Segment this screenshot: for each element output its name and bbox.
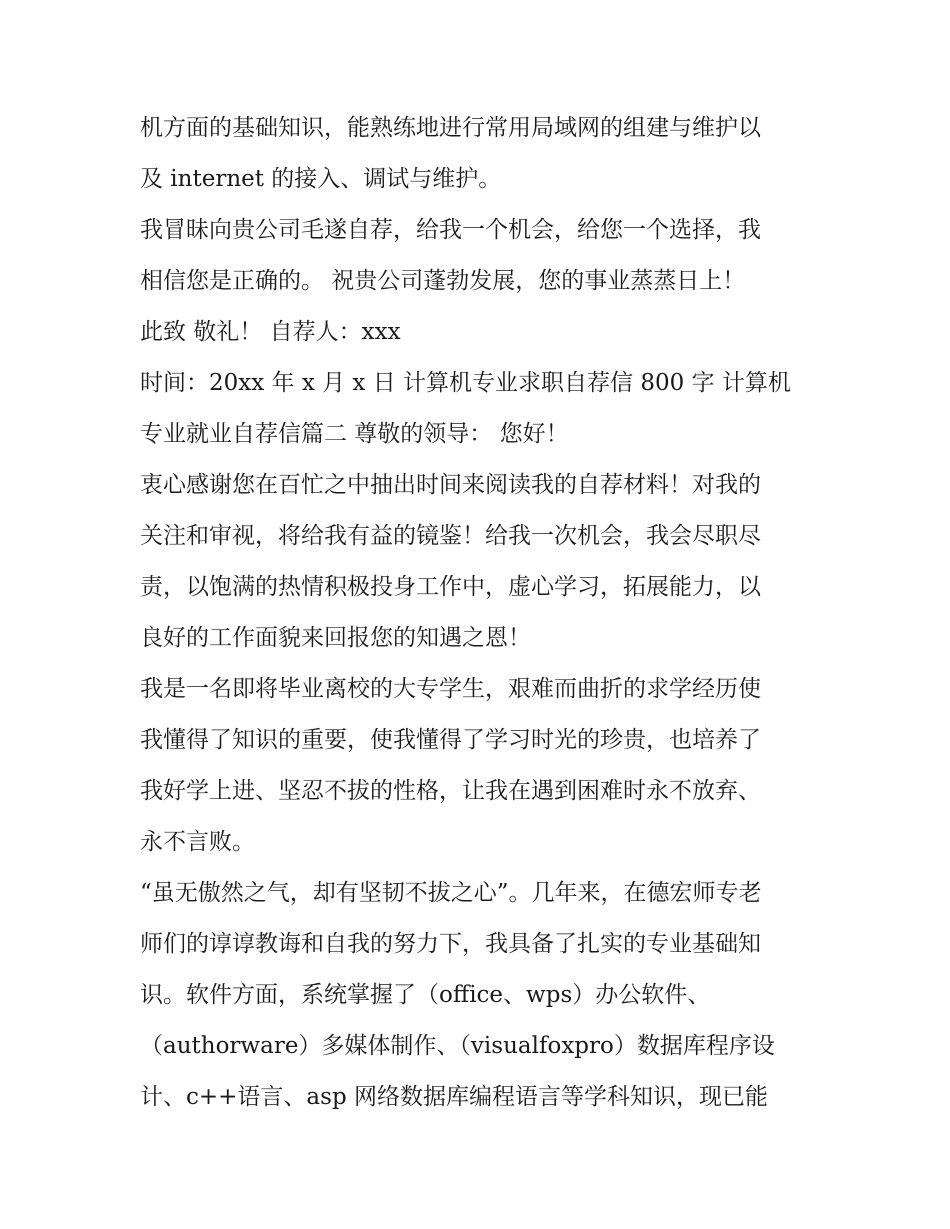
text-line: 我懂得了知识的重要，使我懂得了学习时光的珍贵，也培养了 (140, 727, 761, 753)
text-line: 我是一名即将毕业离校的大专学生，艰难而曲折的求学经历使 (140, 676, 761, 702)
text-line: 专业就业自荐信篇二 尊敬的领导： 您好！ (140, 421, 569, 447)
text-line: 时间：20xx 年 x 月 x 日 计算机专业求职自荐信 800 字 计算机 (140, 370, 791, 396)
text-line: 我冒昧向贵公司毛遂自荐，给我一个机会，给您一个选择，我 (140, 217, 761, 243)
text-line: 永不言败。 (140, 829, 255, 855)
text-line: 良好的工作面貌来回报您的知遇之恩！ (140, 625, 531, 651)
text-line: “虽无傲然之气，却有坚韧不拔之心”。几年来，在德宏师专老 (140, 880, 762, 906)
text-line: 责，以饱满的热情积极投身工作中，虚心学习，拓展能力，以 (140, 574, 761, 600)
text-line: 此致 敬礼！ 自荐人：xxx (140, 319, 401, 345)
text-line: 衷心感谢您在百忙之中抽出时间来阅读我的自荐材料！对我的 (140, 472, 761, 498)
document-body (140, 103, 830, 1123)
text-line: 相信您是正确的。 祝贵公司蓬勃发展，您的事业蒸蒸日上！ (140, 268, 746, 294)
text-line: 识。软件方面，系统掌握了（office、wps）办公软件、 (140, 982, 711, 1008)
text-line: 关注和审视，将给我有益的镜鉴！给我一次机会，我会尽职尽 (140, 523, 761, 549)
text-line: 机方面的基础知识，能熟练地进行常用局域网的组建与维护以 (140, 115, 761, 141)
text-line: 及 internet 的接入、调试与维护。 (140, 166, 502, 192)
text-line: 计、c++语言、asp 网络数据库编程语言等学科知识，现已能 (140, 1084, 768, 1110)
text-line: 师们的谆谆教诲和自我的努力下，我具备了扎实的专业基础知 (140, 931, 761, 957)
text-line: （authorware）多媒体制作、（visualfoxpro）数据库程序设 (140, 1033, 775, 1059)
text-line: 我好学上进、坚忍不拔的性格，让我在遇到困难时永不放弃、 (140, 778, 761, 804)
